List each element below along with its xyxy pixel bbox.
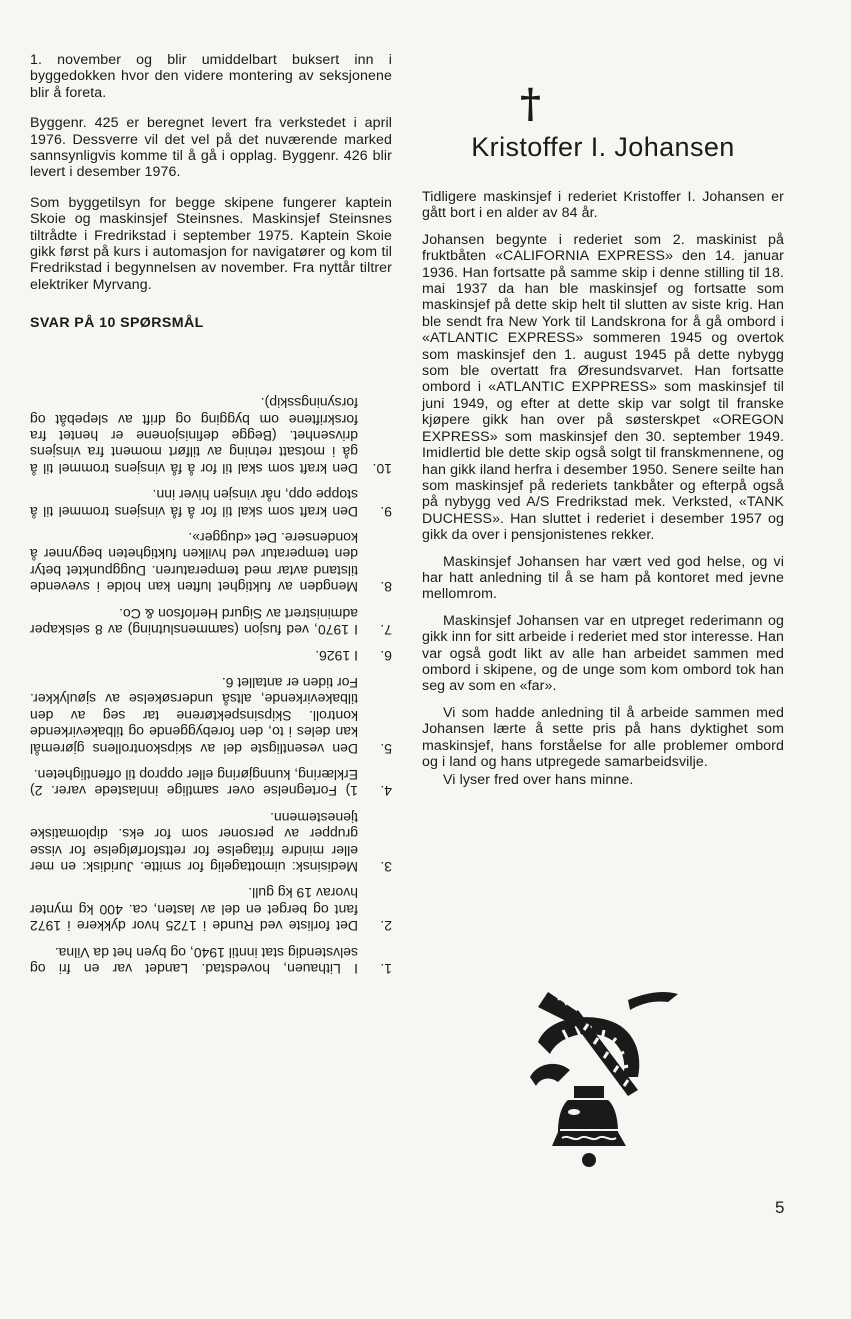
answer-item [30, 530, 392, 596]
page-number: 5 [775, 1198, 785, 1217]
answer-item [30, 648, 392, 664]
answer-item [30, 605, 392, 638]
answer-number: 1. [380, 961, 392, 978]
answer-text: Medisinsk: uimottagelig for smitte. Juridisk: en mer eller mindre fritagelse for rettsforfølgelse for visse grupper av personer som for eks. diplomatiske tjenestemenn. [30, 809, 358, 876]
answer-text: Den vesentligste del av skipskontrollens gjøremål kan deles i to, den forebyggende og tilbakevirkende kontroll. Skipsinspektørene tar seg av den tilbakevirkende, altså undersøkelse av sjøulykker. For tiden er antallet 6. [30, 675, 358, 757]
answer-number: 8. [380, 579, 392, 596]
answer-number: 6. [380, 648, 392, 665]
answer-number: 7. [380, 622, 392, 639]
answer-item [30, 487, 392, 520]
cross-icon: † [520, 80, 541, 127]
answer-number: 9. [380, 503, 392, 520]
paragraph-building-dock: 1. november og blir umiddelbart buksert inn i byggedokken hvor den videre montering av seksjonene blir å foreta. [30, 52, 392, 101]
obituary-paragraph: Johansen begynte i rederiet som 2. maskinist på fruktbåten «CALIFORNIA EXPRESS» den 14. januar 1936. Han fortsatte på samme skip i denne stilling til 18. mai 1937 da han ble maskinsjef og fortsatte som maskinsjef på dette skip helt til slutten av siste krig. Han ble sendt fra New York til Landskrona for å gå ombord i «ATLANTIC EXPRESS» sommeren 1945 og overtok som maskinsjef den 1. august 1945 på dette nybygg som ble overtatt fra Øresundsvarvet. Han fortsatte ombord i «ATLANTIC EXPPRESS» som maskinsjef til juni 1949, og efter at dette skip var solgt til franske kjøpere gikk han over på søsterskpet «OREGON EXPRESS» som maskinsjef den 30. september 1949. Imidlertid ble dette skip også solgt til franskmennene, og han gikk iland herfra i desember 1950. Senere seilte han som maskinsjef på rederiets tankbåter og efterpå også på nybygg ved A/S Fredrikstad mek. Verksted, «TANK DUCHESS». Han sluttet i rederiet i desember 1957 og gikk da over i pensjonistenes rekker. [422, 231, 784, 544]
obituary-paragraph: Tidligere maskinsjef i rederiet Kristoffer I. Johansen er gått bort i en alder av 84 år. [422, 189, 784, 222]
answer-item [30, 395, 392, 477]
answer-number: 10. [372, 461, 392, 478]
paragraph-byggetilsyn: Som byggetilsyn for begge skipene fungerer kaptein Skoie og maskinsjef Steinsnes. Maskinsjef Steinsnes tiltrådte i Fredrikstad i september 1975. Kaptein Skoie gikk først på kurs i automasjon for navigatører og kom til Fredrikstad i begynnelsen av november. Fra nyttår tiltrer elektriker Myrvang. [30, 194, 392, 293]
obituary-paragraph: Maskinsjef Johansen var en utpreget rederimann og gikk inn for sitt arbeide i rederiet med stor interesse. Han var også godt likt av alle han arbeidet sammen med ombord i skipene, og de unge som kom ombord tok han seg av som en «far». [422, 612, 784, 695]
answer-item [30, 885, 392, 934]
obituary-paragraph: Maskinsjef Johansen har vært ved god helse, og vi har hatt anledning til å se ham på kontoret med jevne mellomrom. [422, 553, 784, 603]
answer-item [30, 767, 392, 800]
obituary-paragraph: Vi som hadde anledning til å arbeide sammen med Johansen lærte å sette pris på hans dyktighet som maskinsjef, hans forståelse for alle problemer ombord og i land og hans utpregede samarbeidsvilje. [422, 704, 784, 770]
obituary-paragraph: Vi lyser fred over hans minne. [443, 772, 634, 789]
answer-item [30, 810, 392, 876]
answer-text: I Lithauen, hovedstad. Landet var en fri og selvstendig stat inntil 1940, og byen het da Vilna. [30, 944, 358, 978]
obituary-name: Kristoffer I. Johansen [471, 132, 735, 162]
answer-number: 5. [380, 740, 392, 757]
answer-item [30, 675, 392, 757]
answer-text: I 1926. [315, 648, 358, 665]
answer-number: 3. [380, 859, 392, 876]
obituary-body [422, 189, 784, 799]
answer-text: Den kraft som skal til for å få vinsjens trommel til å stoppe opp, når vinsjen hiver inn. [30, 487, 358, 520]
answer-text: 1) Fortegnelse over samtlige innlastede varer. 2) Erklæring, kunngjøring eller opprop til offentligheten. [30, 767, 358, 800]
answer-text: Det forliste ved Runde i 1725 hvor dykkere i 1972 fant og berget en del av lasten, ca. 400 kg mynter hvorav 19 kg gull. [30, 885, 358, 935]
answer-text: Mengden av fuktighet luften kan holde i svevende tilstand avtar med temperaturen. Duggpunktet betyr den temperatur ved hvilken fuktigheten begynner å kondensere. Det «dugger». [30, 530, 358, 596]
answer-text: Den kraft som skal til for å få vinsjens trommel til å gå i motsatt retning av tilført moment fra vinsjens drivsenhet. (Begge definisjonene er hentet fra forskriftene om bygging og drift av slepebåt og forsyningsskip). [30, 395, 358, 478]
answer-number: 4. [380, 783, 392, 800]
left-column [30, 52, 392, 341]
bell-and-flag-logo-icon [518, 982, 680, 1178]
answer-text: I 1970, ved fusjon (sammenslutning) av 8 selskaper administrert av Sigurd Herlofson & Co. [30, 605, 358, 639]
paragraph-byggenr: Byggenr. 425 er beregnet levert fra verkstedet i april 1976. Dessverre vil det vel på det nuværende marked sannsynligvis komme til å gå i opplag. Byggenr. 426 blir levert i desember 1976. [30, 115, 392, 181]
answer-item [30, 944, 392, 977]
quiz-answers-heading: SVAR PÅ 10 SPØRSMÅL [30, 315, 204, 332]
inverted-answers [30, 385, 392, 977]
answer-number: 2. [380, 918, 392, 935]
